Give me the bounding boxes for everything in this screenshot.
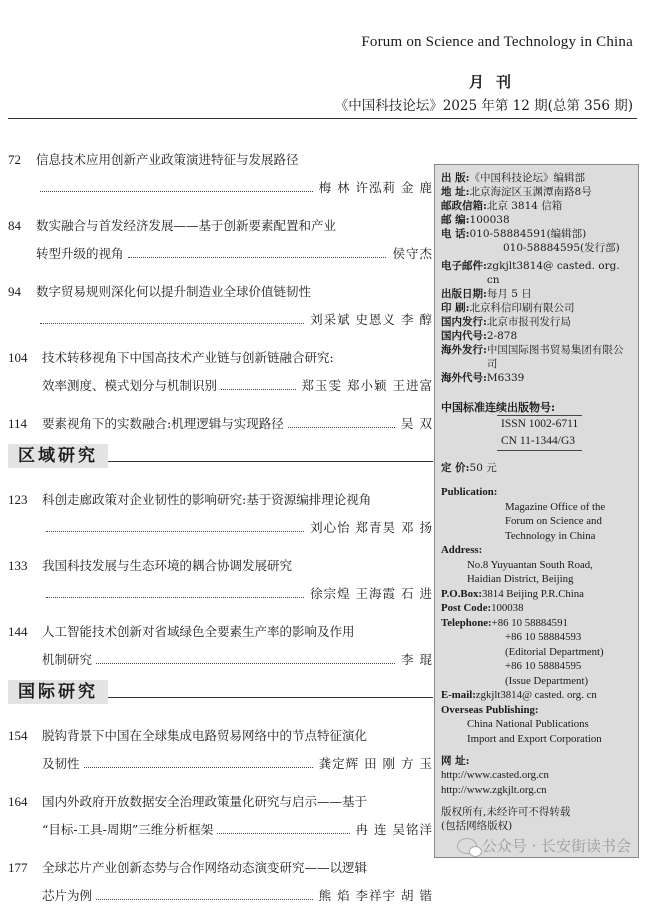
toc-title: 我国科技发展与生态环境的耦合协调发展研究 [42, 558, 293, 573]
telephone-3: +86 10 58884595 [505, 660, 582, 672]
toc-title: 信息技术应用创新产业政策演进特征与发展路径 [36, 152, 299, 167]
dot-leader [96, 663, 395, 664]
toc-title-cont: 机制研究 [42, 652, 93, 667]
publish-date: 每月 5 日 [486, 288, 532, 300]
dot-leader [46, 531, 304, 532]
toc-page: 177 [8, 860, 28, 875]
section-heading-international: 国际研究 [8, 680, 433, 704]
toc-entry[interactable] [8, 344, 433, 400]
cn-number: CN 11-1344/G3 [501, 435, 576, 447]
mailbox: 北京 3814 信箱 [486, 200, 563, 212]
toc-title-cont: “目标-工具-周期”三维分析框架 [42, 822, 214, 837]
header-rule [8, 118, 637, 119]
toc-authors: 冉 连 吴铭洋 [355, 822, 433, 837]
section-rule [108, 461, 433, 462]
toc-entry[interactable] [8, 788, 433, 844]
wechat-icon [457, 838, 477, 854]
toc-page: 72 [8, 152, 21, 167]
section-heading-regional: 区域研究 [8, 444, 433, 468]
toc-authors: 梅 林 许泓莉 金 鹿 [318, 180, 433, 195]
header-english-title: Forum on Science and Technology in China [361, 34, 633, 50]
dot-leader [40, 191, 313, 192]
serial-number-title: 中国标准连续出版物号: [441, 401, 556, 414]
toc-authors: 刘采斌 史恩义 李 醇 [310, 312, 433, 327]
toc-entry[interactable] [8, 618, 433, 674]
copyright-note-2: (包括网络版权) [441, 820, 513, 832]
toc-entry[interactable] [8, 552, 433, 608]
table-of-contents [8, 146, 433, 920]
toc-page: 123 [8, 492, 28, 507]
pobox-en: 3814 Beijing P.R.China [482, 587, 584, 600]
toc-page: 133 [8, 558, 28, 573]
issn: ISSN 1002-6711 [501, 418, 579, 430]
email[interactable]: zgkjlt3814@ casted. org. cn [486, 260, 620, 286]
dot-leader [217, 833, 349, 834]
toc-authors: 郑玉雯 郑小颖 王进富 [301, 378, 433, 393]
toc-title: 数字贸易规则深化何以提升制造业全球价值链韧性 [36, 284, 312, 299]
website-2[interactable]: http://www.zgkjlt.org.cn [441, 783, 547, 796]
toc-title: 数实融合与首发经济发展——基于创新要素配置和产业 [36, 218, 337, 233]
toc-title-cont: 及韧性 [42, 756, 80, 771]
dot-leader [84, 767, 313, 768]
price: 50 元 [469, 462, 497, 474]
toc-page: 144 [8, 624, 28, 639]
phone-editorial: 010-58884591(编辑部) [469, 228, 587, 240]
dot-leader [221, 389, 296, 390]
toc-page: 154 [8, 728, 28, 743]
printer: 北京科信印刷有限公司 [469, 302, 575, 314]
publication-info-panel: 出 版: 《中国科技论坛》编辑部 地 址: 北京海淀区玉渊潭南路8号 邮政信箱: 北京 3814 信箱 邮 编: 100038 电 话: 010-58884591(编辑部) 010-58884595(发行部) 电子邮件: zgkjlt3814@ casted. org. cn 出版日期: 每月 5 日 印 刷: 北京科信印刷有限公司 国内发行: 北京市报刊发行局 国内代号: 2-878 海外发行: 中国国际图书贸易集团有限公司 海外代号: M6339 中国标准连续出版物号: ISSN 1002-6711 CN 11-1344/G3 定 价: 50 元 Publication: Magazine Office of the Forum on Science and Technology in China Address: No.8 Yuyuantan South Road, Haidian District, Beijing P.O.Box:3814 Beijing P.R.China Post Code:100038 Telephone:+86 10 58884591 +86 10 58884593 (Editorial Department) +86 10 58884595 (Issue Department) E-mail:zgkjlt3814@ casted. org. cn Overseas Publishing: China National Publications Import and Export Corporation 网 址: http://www.casted.org.cn http://www.zgkjlt.org.cn 版权所有,未经许可不得转载 (包括网络版权) [434, 164, 639, 858]
toc-title: 脱钩背景下中国在全球集成电路贸易网络中的节点特征演化 [42, 728, 368, 743]
toc-entry[interactable] [8, 212, 433, 268]
telephone-2: +86 10 58884593 [505, 631, 582, 643]
telephone-1: +86 10 58884591 [491, 616, 568, 629]
watermark [457, 835, 631, 856]
copyright-note: 版权所有,未经许可不得转载 [441, 806, 571, 818]
toc-page: 104 [8, 350, 28, 365]
dot-leader [128, 257, 387, 258]
toc-title-cont: 效率测度、模式划分与机制识别 [42, 378, 218, 393]
toc-entry[interactable] [8, 486, 433, 542]
toc-page: 84 [8, 218, 21, 233]
toc-title: 要素视角下的实数融合:机理逻辑与实现路径 [42, 416, 284, 431]
publisher: 《中国科技论坛》编辑部 [469, 172, 586, 184]
email-en[interactable]: zgkjlt3814@ casted. org. cn [475, 689, 597, 701]
toc-entry[interactable] [8, 278, 433, 334]
toc-authors: 熊 焰 李祥宇 胡 锴 [318, 888, 433, 903]
postcode-en: 100038 [491, 602, 524, 614]
toc-title: 国内外政府开放数据安全治理政策量化研究与启示——基于 [42, 794, 368, 809]
overseas-distributor: 中国国际图书贸易集团有限公司 [486, 344, 624, 370]
toc-title: 全球芯片产业创新态势与合作网络动态演变研究——以逻辑 [42, 860, 368, 875]
domestic-distributor: 北京市报刊发行局 [486, 316, 571, 328]
address: 北京海淀区玉渊潭南路8号 [469, 186, 592, 198]
toc-title: 技术转移视角下中国高技术产业链与创新链融合研究: [42, 350, 334, 365]
toc-authors: 徐宗煌 王海霞 石 进 [310, 586, 433, 601]
toc-page: 114 [8, 416, 28, 431]
toc-title-cont: 转型升级的视角 [36, 246, 124, 261]
dot-leader [46, 597, 304, 598]
toc-authors: 刘心怡 郑青昊 邓 扬 [310, 520, 433, 535]
toc-title-cont: 芯片为例 [42, 888, 93, 903]
website-1[interactable]: http://www.casted.org.cn [441, 769, 549, 781]
phone-issue: 010-58884595(发行部) [503, 242, 620, 254]
toc-page: 94 [8, 284, 21, 299]
toc-entry[interactable] [8, 410, 433, 438]
section-rule [108, 697, 433, 698]
header-issue: 《中国科技论坛》2025 年第 12 期(总第 356 期) [334, 98, 633, 114]
toc-title: 人工智能技术创新对省域绿色全要素生产率的影响及作用 [42, 624, 355, 639]
toc-entry[interactable] [8, 146, 433, 202]
toc-page: 164 [8, 794, 28, 809]
header-frequency: 月刊 [468, 73, 523, 91]
toc-authors: 李 琨 [401, 652, 433, 667]
dot-leader [288, 427, 395, 428]
toc-authors: 侯守杰 [392, 246, 433, 261]
domestic-code: 2-878 [486, 330, 518, 342]
dot-leader [96, 899, 313, 900]
toc-authors: 吴 双 [401, 416, 433, 431]
dot-leader [40, 323, 304, 324]
overseas-code: M6339 [486, 372, 525, 384]
toc-entry[interactable] [8, 722, 433, 778]
toc-authors: 龚定辉 田 刚 方 玉 [318, 756, 433, 771]
postcode: 100038 [469, 214, 510, 226]
toc-entry[interactable] [8, 854, 433, 910]
toc-title: 科创走廊政策对企业韧性的影响研究:基于资源编排理论视角 [42, 492, 372, 507]
watermark-text: 公众号 · 长安街读书会 [481, 837, 631, 855]
